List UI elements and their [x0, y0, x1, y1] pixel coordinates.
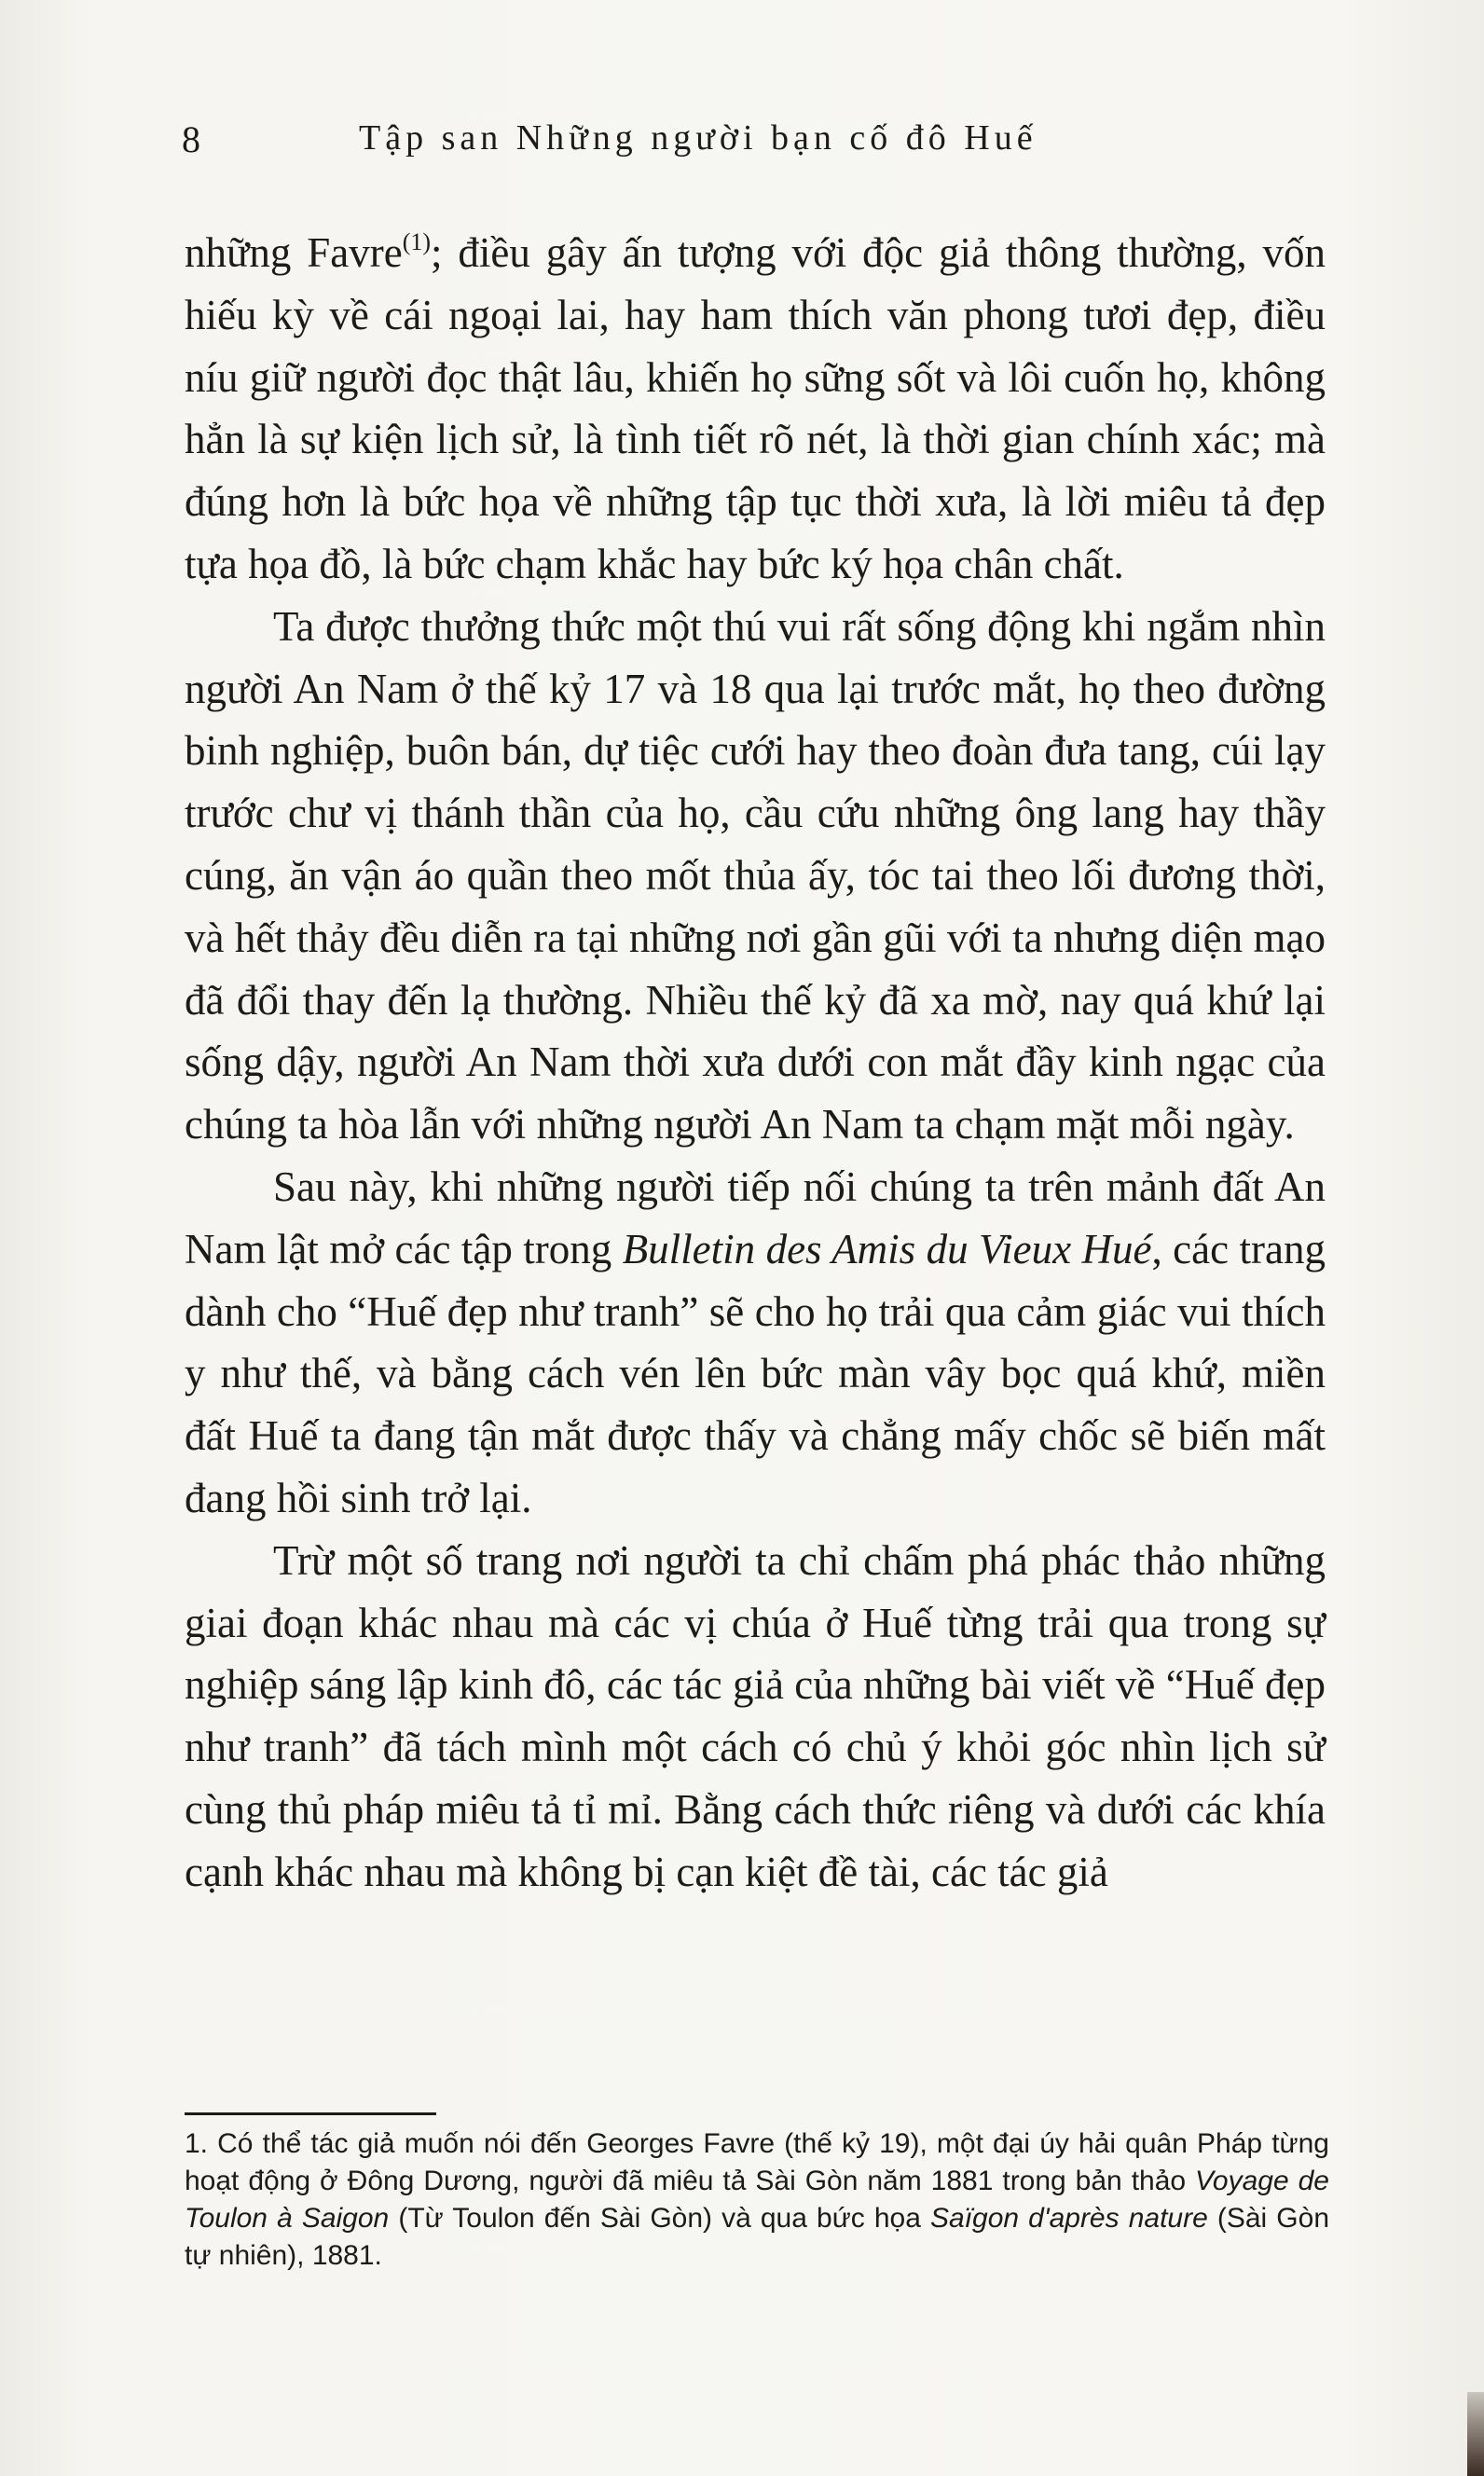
paragraph-1 — [185, 222, 1326, 596]
paragraph-3 — [185, 1156, 1326, 1530]
paragraph-3-rest: , các trang dành cho “Huế đẹp như tranh” sẽ cho họ trải qua cảm giác vui thích y như thế, và bằng cách vén lên bức màn vây bọc quá khứ, miền đất Huế ta đang tận mắt được thấy và chẳng mấy chốc sẽ biến mất đang hồi sinh trở lại. — [185, 1225, 1326, 1521]
footnote-title-1: Voyage de Toulon à Saigon — [185, 2166, 1329, 2234]
footnote-text-1: 1. Có thể tác giả muốn nói đến Georges Favre (thế kỷ 19), một đại úy hải quân Pháp từng hoạt động ở Đông Dương, người đã miêu tả Sài Gòn năm 1881 trong bản thảo — [185, 2128, 1329, 2196]
page-number: 8 — [182, 118, 200, 160]
footnote-rule — [185, 2112, 436, 2115]
page-edge-shadow — [1467, 2392, 1484, 2476]
page-header — [182, 110, 1328, 175]
footnote-marker: (1) — [402, 228, 432, 255]
paragraph-1-start: những Favre — [185, 229, 403, 276]
paragraph-2: Ta được thưởng thức một thú vui rất sống động khi ngắm nhìn người An Nam ở thế kỷ 17 và 18 qua lại trước mắt, họ theo đường binh nghiệp, buôn bán, dự tiệc cưới hay theo đoàn đưa tang, cúi lạy trước chư vị thánh thần của họ, cầu cứu những ông lang hay thầy cúng, ăn vận áo quần theo mốt thủa ấy, tóc tai theo lối đương thời, và hết thảy đều diễn ra tại những nơi gần gũi với ta nhưng diện mạo đã đổi thay đến lạ thường. Nhiều thế kỷ đã xa mờ, nay quá khứ lại sống dậy, người An Nam thời xưa dưới con mắt đầy kinh ngạc của chúng ta hòa lẫn với những người An Nam ta chạm mặt mỗi ngày. — [185, 602, 1326, 1149]
footnote-title-2: Saïgon d'après nature — [930, 2203, 1208, 2234]
body-text — [185, 222, 1326, 1904]
running-head: Tập san Những người bạn cố đô Huế — [359, 118, 1037, 158]
footnote-text-3: (Sài Gòn tự nhiên), 1881. — [185, 2203, 1329, 2271]
footnote — [185, 2125, 1329, 2275]
footnote-text-2: (Từ Toulon đến Sài Gòn) và qua bức họa — [389, 2203, 930, 2234]
paragraph-1-rest: ; điều gây ấn tượng với độc giả thông thường, vốn hiếu kỳ về cái ngoại lai, hay ham thích văn phong tươi đẹp, điều níu giữ người đọc thật lâu, khiến họ sững sốt và lôi cuốn họ, không hẳn là sự kiện lịch sử, là tình tiết rõ nét, là thời gian chính xác; mà đúng hơn là bức họa về những tập tục thời xưa, là lời miêu tả đẹp tựa họa đồ, là bức chạm khắc hay bức ký họa chân chất. — [185, 229, 1326, 587]
bulletin-title: Bulletin des Amis du Vieux Hué — [622, 1225, 1152, 1272]
paragraph-4: Trừ một số trang nơi người ta chỉ chấm phá phác thảo những giai đoạn khác nhau mà các vị chúa ở Huế từng trải qua trong sự nghiệp sáng lập kinh đô, các tác giả của những bài viết về “Huế đẹp như tranh” đã tách mình một cách có chủ ý khỏi góc nhìn lịch sử cùng thủ pháp miêu tả tỉ mỉ. Bằng cách thức riêng và dưới các khía cạnh khác nhau mà không bị cạn kiệt đề tài, các tác giả — [185, 1536, 1326, 1895]
paragraph-3-start: Sau này, khi những người tiếp nối chúng ta trên mảnh đất An Nam lật mở các tập trong — [185, 1162, 1326, 1272]
